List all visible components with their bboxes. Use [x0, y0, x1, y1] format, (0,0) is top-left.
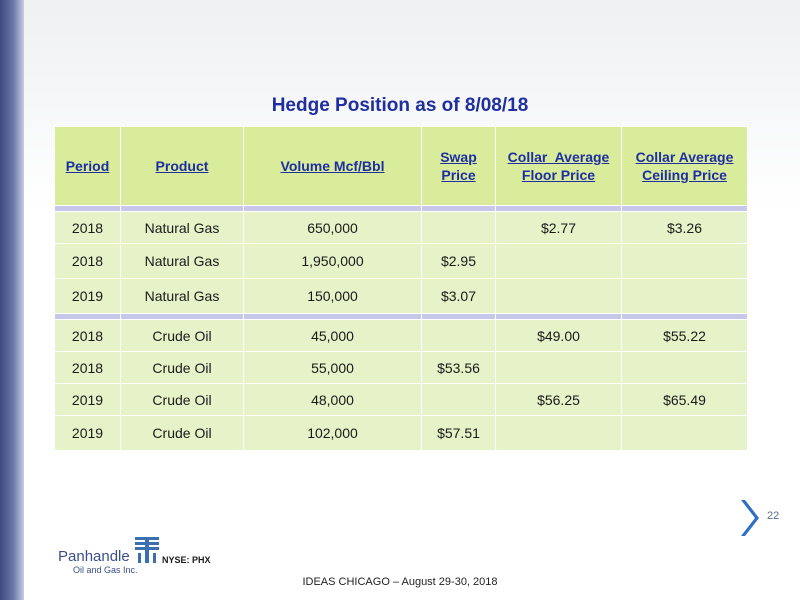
cell-swap	[422, 320, 496, 352]
cell-product: Crude Oil	[121, 320, 244, 352]
cell-period: 2018	[55, 352, 121, 384]
table-row	[55, 416, 748, 451]
header-product: Product	[121, 127, 244, 206]
cell-swap	[422, 212, 496, 244]
cell-period: 2019	[55, 279, 121, 314]
header-swap-price: Swap Price	[422, 127, 496, 206]
cell-ceiling	[622, 416, 748, 451]
table-row	[55, 320, 748, 352]
table-header-row	[55, 127, 748, 206]
cell-floor: $2.77	[496, 212, 622, 244]
table-row	[55, 384, 748, 416]
cell-period: 2018	[55, 320, 121, 352]
cell-period: 2019	[55, 416, 121, 451]
cell-floor	[496, 279, 622, 314]
cell-product: Natural Gas	[121, 279, 244, 314]
cell-period: 2018	[55, 244, 121, 279]
cell-product: Crude Oil	[121, 384, 244, 416]
logo-subtitle: Oil and Gas Inc.	[73, 565, 138, 575]
page-number: 22	[767, 510, 780, 522]
cell-period: 2018	[55, 212, 121, 244]
cell-ceiling	[622, 244, 748, 279]
cell-ceiling	[622, 352, 748, 384]
cell-floor	[496, 352, 622, 384]
cell-swap: $2.95	[422, 244, 496, 279]
table-row	[55, 352, 748, 384]
cell-floor	[496, 244, 622, 279]
cell-volume: 150,000	[244, 279, 422, 314]
cell-swap	[422, 384, 496, 416]
cell-swap: $57.51	[422, 416, 496, 451]
logo-name: Panhandle	[58, 548, 130, 565]
cell-ceiling: $3.26	[622, 212, 748, 244]
header-collar-floor: Collar Average Floor Price	[496, 127, 622, 206]
table-row	[55, 244, 748, 279]
cell-period: 2019	[55, 384, 121, 416]
cell-volume: 45,000	[244, 320, 422, 352]
cell-volume: 55,000	[244, 352, 422, 384]
left-accent-bar	[0, 0, 24, 600]
header-period: Period	[55, 127, 121, 206]
cell-floor: $49.00	[496, 320, 622, 352]
cell-ceiling	[622, 279, 748, 314]
company-logo-icon	[132, 534, 162, 564]
cell-product: Crude Oil	[121, 416, 244, 451]
cell-swap: $3.07	[422, 279, 496, 314]
cell-volume: 48,000	[244, 384, 422, 416]
cell-ceiling: $55.22	[622, 320, 748, 352]
header-collar-ceiling: Collar Average Ceiling Price	[622, 127, 748, 206]
cell-volume: 650,000	[244, 212, 422, 244]
table-row	[55, 279, 748, 314]
cell-swap: $53.56	[422, 352, 496, 384]
cell-volume: 102,000	[244, 416, 422, 451]
cell-product: Natural Gas	[121, 212, 244, 244]
slide-title: Hedge Position as of 8/08/18	[271, 95, 529, 116]
cell-product: Natural Gas	[121, 244, 244, 279]
table-row	[55, 212, 748, 244]
cell-floor: $56.25	[496, 384, 622, 416]
cell-floor	[496, 416, 622, 451]
cell-ceiling: $65.49	[622, 384, 748, 416]
cell-product: Crude Oil	[121, 352, 244, 384]
cell-volume: 1,950,000	[244, 244, 422, 279]
header-volume: Volume Mcf/Bbl	[244, 127, 422, 206]
company-logo	[58, 534, 228, 578]
next-chevron-icon[interactable]	[738, 498, 760, 538]
footer-text: IDEAS CHICAGO – August 29-30, 2018	[302, 576, 498, 588]
logo-ticker: NYSE: PHX	[162, 555, 211, 565]
hedge-table	[54, 126, 748, 451]
